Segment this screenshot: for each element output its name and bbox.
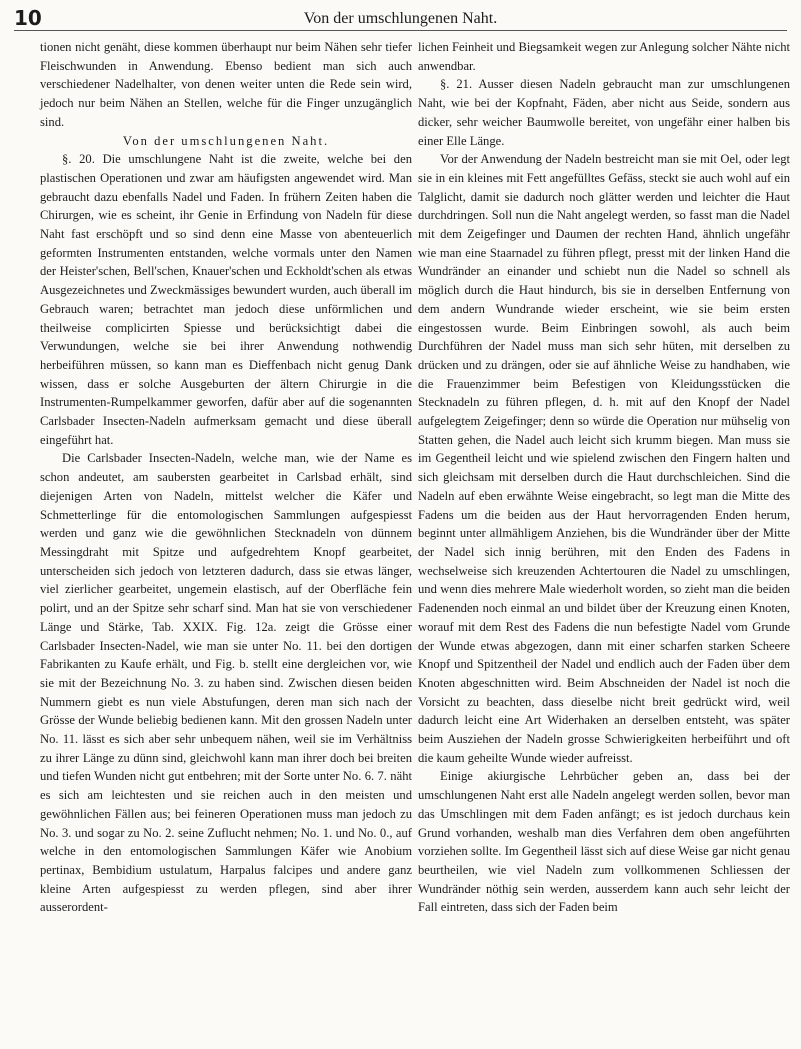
paragraph: §. 21. Ausser diesen Nadeln gebraucht man zur umschlungenen Naht, wie bei der Kopfnaht, Fäden, aber nicht aus Seide, sondern aus dicker, sehr weicher Baumwolle bereitet, von ungefähr einer halben bis einer Elle Länge.	[418, 77, 790, 148]
left-text-column	[40, 38, 412, 917]
paragraph: Die Carlsbader Insecten-Nadeln, welche man, wie der Name es schon andeutet, am saubersten gearbeitet in Carlsbad erhält, sind diejenigen Arten von Nadeln, mittelst welcher die Käfer und Schmetterlinge für die entomologischen Sammlungen aufgespiesst werden und ganz wie die gewöhnlichen Stecknadeln von dünnem Messingdraht mit Spitze und aufgedrehtem Knopf gearbeitet, unterscheiden sich jedoch von letzteren dadurch, dass sie etwas länger, viel zierlicher gearbeitet, ungemein elastisch, auf der Oberfläche fein polirt, und an der Spitze sehr scharf sind. Man hat sie von verschiedener Länge und Stärke, Tab. XXIX. Fig. 12a. zeigt die Grösse einer Carlsbader Insecten-Nadel, wie man sie unter No. 11. bei den dortigen Fabrikanten zu Kaufe erhält, und Fig. b. stellt eine dergleichen vor, wie sie mit der Bezeichnung No. 3. zu haben sind. Zwischen diesen beiden Nummern giebt es nun viele Abstufungen, deren man sich nach der Grösse der Wunde beliebig bedienen kann. Mit den grossen Nadeln unter No. 11. lässt es sich aber sehr unbequem nähen, weil sie im Verhältniss zu ihrer Länge zu dünn sind, gleichwohl kann man ihrer doch bei breiten und tiefen Wunden nicht gut entbehren; mit der Sorte unter No. 6. 7. näht es sich am leichtesten und sie reichen auch in den meisten und gewöhnlichen Fällen aus; bei feineren Operationen muss man jedoch zu No. 3. und sogar zu No. 2. seine Zuflucht nehmen; No. 1. und No. 0., auf welche in den entomologischen Sammlungen Käfer wie Anobium pertinax, Bembidium ustulatum, Harpalus falcipes und andere ganz kleine Arten aufgespiesst zu werden pflegen, sind aber ihrer ausserordent-	[40, 451, 412, 915]
paragraph: Einige akiurgische Lehrbücher geben an, dass bei der umschlungenen Naht erst alle Nadeln angelegt werden sollen, bevor man das Umschlingen mit dem Faden anfängt; es ist jedoch durchaus kein Grund vorhanden, weshalb man dies Verfahren dem oben angeführten vorziehen sollte. Im Gegentheil lässt sich auf diese Weise gar nicht genau beurtheilen, wie viel Nadeln zum vollkommenen Schliessen der Wundränder nöthig sein werden, ausserdem kann auch sehr leicht der Fall eintreten, dass sich der Faden beim	[418, 769, 790, 915]
paragraph: lichen Feinheit und Biegsamkeit wegen zur Anlegung solcher Nähte nicht anwendbar.	[418, 40, 790, 73]
paragraph: Vor der Anwendung der Nadeln bestreicht man sie mit Oel, oder legt sie in ein kleines mit Fett angefülltes Gefäss, steckt sie auch wohl auf ein Talglicht, damit sie dadurch noch glätter werden und leichter die Haut durchdringen. Soll nun die Naht angelegt werden, so fasst man die Nadel mit dem Zeigefinger und Daumen der rechten Hand, ähnlich ungefähr wie man eine Staarnadel zu führen pflegt, presst mit der linken Hand die Wundränder an einander und schiebt nun die Nadel so schnell als möglich durch die Haut hindurch, bis sie in derselben Entfernung von dem andern Wundrande wieder erscheint, wie sie beim ersten eingestossen wurde. Beim Einbringen sowohl, als auch beim Durchführen der Nadel muss man sich sehr hüten, mit derselben zu drücken und zu drängen, oder sie auf ähnliche Weise zu handhaben, wie die Frauenzimmer beim Befestigen von Kleidungsstücken die Stecknadeln zu führen pflegen, d. h. mit auf den Knopf der Nadel aufgelegtem Zeigefinger; denn so würde die Operation nur mühselig von Statten gehen, die Nadel auch leicht sich krumm biegen. Man muss sie im Gegentheil leicht und wie spielend zwischen den Fingern halten und sich gleichsam mit derselben durch die Haut durchschleichen. Sind die Nadeln auf eben erwähnte Weise eingebracht, so legt man die Mitte des Fadens um die beiden aus der Haut hervorragenden Enden herum, beginnt unter allmähligem Anziehen, bis die Wundränder über der Mitte der Nadel sich innig berühren, mit den Enden des Fadens in wechselweise sich kreuzenden Achtertouren die Nadel zu umschlingen, und wenn dies mehrere Male wiederholt worden, so zieht man die beiden Fadenenden noch einmal an und bildet über der Kreuzung einen Knoten, worauf mit dem Rest des Fadens die nun befestigte Nadel vom Grunde der Wunde etwas abgezogen, dann mit einer scharfen starken Scheere Knopf und Spitzentheil der Nadel und endlich auch der Faden über dem Knoten abgeschnitten wird. Beim Abschneiden der Nadel ist noch die Vorsicht zu beachten, dass dieselbe nicht breit gedrückt wird, weil dadurch leicht eine Art Widerhaken an derselben entsteht, was später beim Ausziehen der Nadeln grosse Schwierigkeiten herbeiführt und oft die kaum geheilte Wunde wieder aufreisst.	[418, 152, 790, 765]
header-rule	[14, 30, 787, 31]
running-head: Von der umschlungenen Naht.	[303, 10, 498, 27]
right-text-column	[418, 38, 790, 917]
paragraph: §. 20. Die umschlungene Naht ist die zweite, welche bei den plastischen Operationen und zwar am häufigsten angewendet wird. Man gebraucht dazu ebenfalls Nadel und Faden. In frühern Zeiten haben die Chirurgen, wie es scheint, ihr Genie in Erfindung von Nadeln für diese Naht fast erschöpft und so sind denn eine Masse von abenteuerlich geformten Instrumenten entstanden, welche vormals unter den Namen der Heister'schen, Bell'schen, Knauer'schen und Eckholdt'schen als etwas Ausgezeichnetes und Zweckmässiges bewundert wurden, auch überall im Gebrauch waren; betrachtet man jedoch diese unförmlichen und theilweise complicirten Spiesse und berücksichtigt dabei die Verwundungen, welche sie bei ihrer Anwendung nothwendig herbeiführen müssen, so kann man es Dieffenbach nicht genug Dank wissen, dass er solche Ausgeburten der ältern Chirurgie in die Instrumenten-Rumpelkammer geworfen, dafür aber auf die sogenannten Carlsbader Insecten-Nadeln aufmerksam gemacht und diese überall eingeführt hat.	[40, 152, 412, 447]
paragraph: tionen nicht genäht, diese kommen überhaupt nur beim Nähen sehr tiefer Fleischwunden in Anwendung. Ebenso bedient man sich auch verschiedener Nadelhalter, von denen weiter unten die Rede sein wird, jedoch nur beim Nähen an Stellen, welche für die Finger unzugänglich sind.	[40, 40, 412, 129]
section-heading: Von der umschlungenen Naht.	[122, 133, 330, 148]
page-number: 10	[14, 6, 42, 30]
